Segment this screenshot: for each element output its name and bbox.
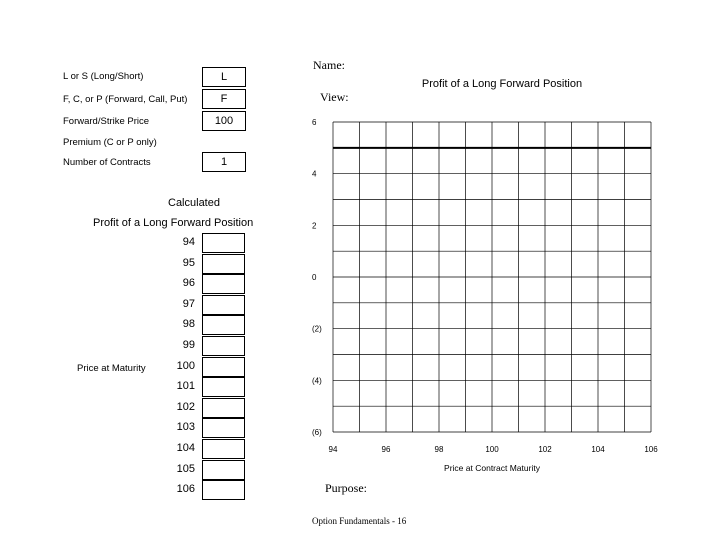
purpose-label: Purpose: [325, 481, 367, 495]
price-at-maturity-label: Price at Maturity [77, 363, 146, 374]
x-tick-label: 98 [434, 445, 444, 454]
table-price: 95 [182, 256, 195, 269]
table-price: 104 [176, 442, 195, 454]
view-label: View: [320, 90, 349, 104]
name-label: Name: [313, 58, 345, 72]
table-price: 102 [176, 400, 195, 413]
y-tick-label: 2 [312, 221, 317, 231]
table-price: 99 [182, 339, 195, 351]
table-price: 101 [176, 380, 195, 393]
x-tick-label: 102 [538, 445, 552, 454]
input-label-strike: Forward/Strike Price [63, 116, 150, 127]
x-tick-label: 106 [644, 445, 658, 454]
input-type[interactable]: F [202, 89, 246, 109]
calculated-heading: Calculated [168, 197, 220, 209]
table-price: 103 [176, 421, 195, 434]
x-tick-label: 96 [381, 445, 391, 454]
input-strike[interactable]: 100 [202, 111, 246, 131]
table-price: 106 [176, 483, 195, 496]
x-tick-label: 104 [591, 445, 605, 454]
input-label-contracts: Number of Contracts [63, 157, 151, 168]
y-tick-label: (6) [312, 428, 322, 437]
x-axis-label: Price at Contract Maturity [444, 463, 540, 473]
input-long-short[interactable]: L [202, 67, 246, 87]
table-price: 96 [182, 277, 195, 290]
chart-title: Profit of a Long Forward Position [421, 78, 583, 90]
y-tick-label: 0 [312, 273, 317, 282]
input-label-premium: Premium (C or P only) [63, 137, 157, 148]
table-price: 94 [182, 236, 195, 248]
input-label-type: F, C, or P (Forward, Call, Put) [63, 94, 188, 105]
table-price: 97 [182, 297, 195, 310]
table-price: 98 [182, 318, 195, 331]
footer-text: Option Fundamentals - 16 [312, 516, 407, 526]
table-price: 100 [176, 359, 195, 372]
x-tick-label: 100 [485, 445, 499, 454]
y-tick-label: 4 [312, 169, 317, 179]
input-contracts[interactable]: 1 [202, 152, 246, 172]
x-tick-label: 94 [328, 445, 338, 454]
table-price: 105 [176, 462, 195, 475]
y-tick-label: 6 [312, 118, 317, 127]
y-tick-label: (2) [312, 324, 322, 334]
y-tick-label: (4) [312, 376, 322, 386]
input-label-long-short: L or S (Long/Short) [63, 71, 144, 82]
calculated-subheading: Profit of a Long Forward Position [93, 217, 254, 229]
